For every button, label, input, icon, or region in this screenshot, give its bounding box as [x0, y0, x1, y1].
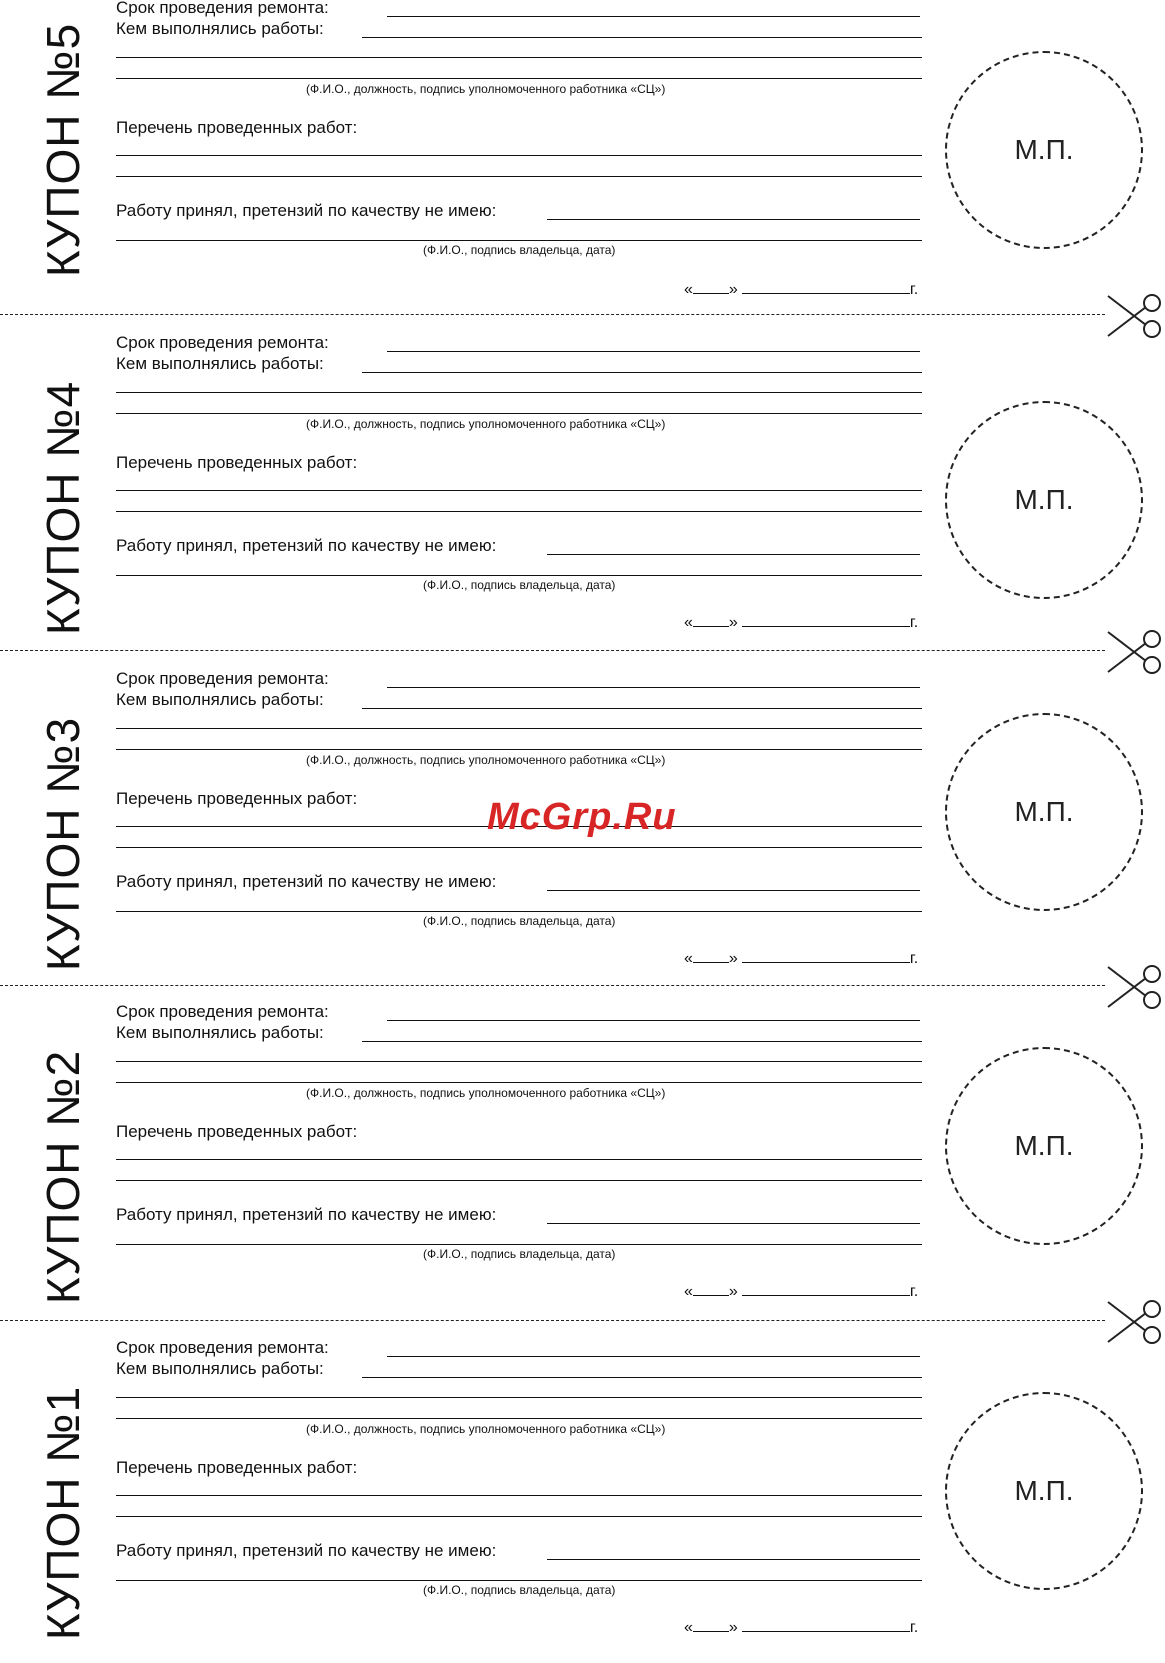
- owner-caption: (Ф.И.О., подпись владельца, дата): [423, 578, 616, 592]
- performed-by-line-3[interactable]: [116, 749, 922, 750]
- quote-close: »: [728, 281, 738, 298]
- quote-close: »: [728, 1619, 738, 1636]
- owner-line[interactable]: [116, 575, 922, 576]
- owner-line[interactable]: [116, 1580, 922, 1581]
- stamp-circle: [945, 401, 1143, 599]
- month-blank[interactable]: [742, 281, 910, 294]
- repair-period-line[interactable]: [387, 1356, 920, 1357]
- performed-by-line-3[interactable]: [116, 1082, 922, 1083]
- coupon-title-text: КУПОН №1: [37, 1385, 89, 1641]
- cut-line: [0, 314, 1105, 315]
- performed-by-line[interactable]: [362, 1377, 922, 1378]
- stamp-label: М.П.: [1014, 134, 1074, 165]
- watermark: McGrp.Ru: [487, 796, 677, 838]
- works-list-line-2[interactable]: [116, 1516, 922, 1517]
- works-list-line-2[interactable]: [116, 176, 922, 177]
- works-list-line-1[interactable]: [116, 1495, 922, 1496]
- works-list-line-1[interactable]: [116, 1159, 922, 1160]
- coupon-4: [0, 333, 1165, 653]
- accepted-label: Работу принял, претензий по качеству не имею:: [116, 201, 497, 220]
- coupon-title: [38, 1363, 88, 1663]
- coupon-title-text: КУПОН №5: [37, 22, 89, 278]
- year-suffix: г.: [909, 281, 919, 298]
- accepted-line[interactable]: [547, 1559, 920, 1560]
- owner-caption: (Ф.И.О., подпись владельца, дата): [423, 1583, 616, 1597]
- performed-by-label: Кем выполнялись работы:: [116, 690, 324, 709]
- worker-caption: (Ф.И.О., должность, подпись уполномоченного работника «СЦ»): [306, 1086, 666, 1100]
- performed-by-line[interactable]: [362, 1041, 922, 1042]
- stamp-label: М.П.: [1014, 484, 1074, 515]
- repair-period-line[interactable]: [387, 351, 920, 352]
- quote-close: »: [728, 614, 738, 631]
- day-blank[interactable]: [693, 614, 729, 627]
- stamp-label: М.П.: [1014, 1130, 1074, 1161]
- date-field[interactable]: [684, 614, 918, 632]
- owner-line[interactable]: [116, 1244, 922, 1245]
- coupon-5: [0, 0, 1165, 320]
- coupon-title: [38, 358, 88, 658]
- repair-period-label: Срок проведения ремонта:: [116, 1002, 329, 1021]
- worker-caption: (Ф.И.О., должность, подпись уполномоченного работника «СЦ»): [306, 82, 666, 96]
- day-blank[interactable]: [693, 950, 729, 963]
- accepted-label: Работу принял, претензий по качеству не имею:: [116, 1541, 497, 1560]
- year-suffix: г.: [909, 950, 919, 967]
- coupon-title: [38, 694, 88, 994]
- stamp-circle: [945, 713, 1143, 911]
- quote-open: «: [684, 1283, 693, 1300]
- repair-period-label: Срок проведения ремонта:: [116, 669, 329, 688]
- performed-by-line-2[interactable]: [116, 57, 922, 58]
- repair-period-line[interactable]: [387, 687, 920, 688]
- worker-caption: (Ф.И.О., должность, подпись уполномоченного работника «СЦ»): [306, 1422, 666, 1436]
- performed-by-line[interactable]: [362, 372, 922, 373]
- owner-caption: (Ф.И.О., подпись владельца, дата): [423, 243, 616, 257]
- coupon-title: [38, 0, 88, 300]
- stamp-circle: [945, 1047, 1143, 1245]
- quote-open: «: [684, 281, 693, 298]
- owner-line[interactable]: [116, 911, 922, 912]
- works-list-line-1[interactable]: [116, 490, 922, 491]
- works-list-label: Перечень проведенных работ:: [116, 1122, 358, 1141]
- cut-line: [0, 650, 1105, 651]
- performed-by-label: Кем выполнялись работы:: [116, 1023, 324, 1042]
- performed-by-label: Кем выполнялись работы:: [116, 19, 324, 38]
- performed-by-label: Кем выполнялись работы:: [116, 354, 324, 373]
- repair-period-label: Срок проведения ремонта:: [116, 0, 329, 17]
- stamp-label: М.П.: [1014, 1475, 1074, 1506]
- accepted-label: Работу принял, претензий по качеству не имею:: [116, 1205, 497, 1224]
- works-list-line-2[interactable]: [116, 511, 922, 512]
- works-list-line-2[interactable]: [116, 1180, 922, 1181]
- performed-by-line-3[interactable]: [116, 1418, 922, 1419]
- quote-open: «: [684, 614, 693, 631]
- performed-by-line-3[interactable]: [116, 78, 922, 79]
- performed-by-line-2[interactable]: [116, 392, 922, 393]
- coupon-title-text: КУПОН №2: [37, 1049, 89, 1305]
- repair-period-label: Срок проведения ремонта:: [116, 1338, 329, 1357]
- quote-close: »: [728, 1283, 738, 1300]
- works-list-line-1[interactable]: [116, 155, 922, 156]
- date-field[interactable]: [684, 950, 918, 968]
- stamp-circle: [945, 51, 1143, 249]
- month-blank[interactable]: [742, 614, 910, 627]
- works-list-label: Перечень проведенных работ:: [116, 1458, 358, 1477]
- performed-by-line[interactable]: [362, 708, 922, 709]
- day-blank[interactable]: [693, 1283, 729, 1296]
- worker-caption: (Ф.И.О., должность, подпись уполномоченного работника «СЦ»): [306, 417, 666, 431]
- year-suffix: г.: [909, 1283, 919, 1300]
- performed-by-line-2[interactable]: [116, 1397, 922, 1398]
- month-blank[interactable]: [742, 950, 910, 963]
- cut-line: [0, 985, 1105, 986]
- works-list-label: Перечень проведенных работ:: [116, 789, 358, 808]
- repair-period-line[interactable]: [387, 1020, 920, 1021]
- month-blank[interactable]: [742, 1283, 910, 1296]
- quote-open: «: [684, 1619, 693, 1636]
- coupon-1: [0, 1338, 1165, 1658]
- date-field[interactable]: [684, 281, 918, 299]
- coupon-title: [38, 1027, 88, 1327]
- quote-open: «: [684, 950, 693, 967]
- performed-by-line[interactable]: [362, 37, 922, 38]
- works-list-line-2[interactable]: [116, 847, 922, 848]
- accepted-line[interactable]: [547, 219, 920, 220]
- year-suffix: г.: [909, 614, 919, 631]
- performed-by-line-2[interactable]: [116, 728, 922, 729]
- month-blank[interactable]: [742, 1619, 910, 1632]
- accepted-label: Работу принял, претензий по качеству не имею:: [116, 536, 497, 555]
- accepted-line[interactable]: [547, 890, 920, 891]
- works-list-label: Перечень проведенных работ:: [116, 453, 358, 472]
- date-field[interactable]: [684, 1283, 918, 1301]
- owner-caption: (Ф.И.О., подпись владельца, дата): [423, 1247, 616, 1261]
- stamp-label: М.П.: [1014, 796, 1074, 827]
- quote-close: »: [728, 950, 738, 967]
- owner-line[interactable]: [116, 240, 922, 241]
- repair-period-label: Срок проведения ремонта:: [116, 333, 329, 352]
- accepted-line[interactable]: [547, 554, 920, 555]
- day-blank[interactable]: [693, 281, 729, 294]
- year-suffix: г.: [909, 1619, 919, 1636]
- accepted-line[interactable]: [547, 1223, 920, 1224]
- coupon-title-text: КУПОН №3: [37, 716, 89, 972]
- performed-by-label: Кем выполнялись работы:: [116, 1359, 324, 1378]
- accepted-label: Работу принял, претензий по качеству не имею:: [116, 872, 497, 891]
- stamp-circle: [945, 1392, 1143, 1590]
- performed-by-line-2[interactable]: [116, 1061, 922, 1062]
- owner-caption: (Ф.И.О., подпись владельца, дата): [423, 914, 616, 928]
- day-blank[interactable]: [693, 1619, 729, 1632]
- coupon-title-text: КУПОН №4: [37, 380, 89, 636]
- repair-period-line[interactable]: [387, 16, 920, 17]
- performed-by-line-3[interactable]: [116, 413, 922, 414]
- cut-line: [0, 1320, 1105, 1321]
- coupon-2: [0, 1002, 1165, 1322]
- works-list-label: Перечень проведенных работ:: [116, 118, 358, 137]
- date-field[interactable]: [684, 1619, 918, 1637]
- worker-caption: (Ф.И.О., должность, подпись уполномоченного работника «СЦ»): [306, 753, 666, 767]
